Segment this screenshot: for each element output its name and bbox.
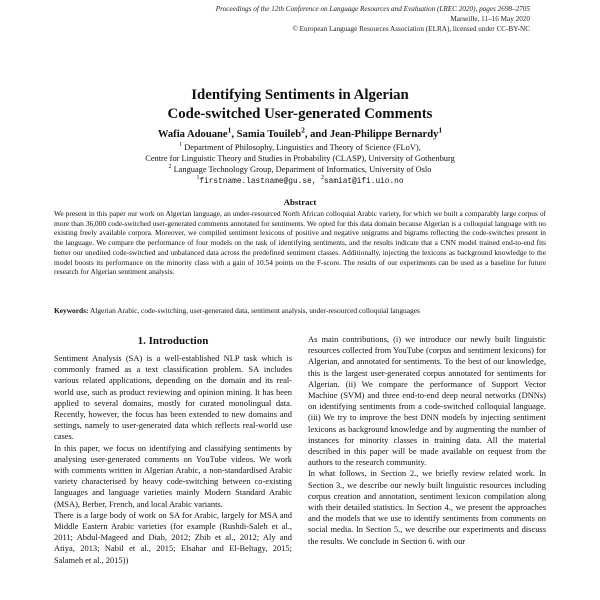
paragraph: There is a large body of work on SA for Arabic, largely for MSA and Middle Eastern Arabic varieties (for example (Rushdi-Saleh et al., 2011; Abdul-Mageed and Diab, 2012; Zbib et al., 2012; Aly and Atiya, 2013; Nabil et al., 2015; Elsahar and El-Beltagy, 2015; Salameh et al., 2015)) — [54, 509, 292, 565]
author-name: Wafia Adouane — [157, 129, 228, 140]
affiliation-line: Centre for Linguistic Theory and Studies in Probability (CLASP), University of Gothenburg — [145, 154, 455, 163]
left-column — [54, 353, 292, 566]
paragraph: As main contributions, (i) we introduce our newly built linguistic resources collected from YouTube (corpus and sentiment lexicons) for Algerian, and annotated for sentiments. To the best of our knowledge, this is the largest user-generated corpus annotated for sentiments for Algerian. (ii) We compare the performance of Support Vector Machine (SVM) and three end-to-end deep neural networks (DNNs) on identifying sentiments from a code-switched colloquial language. (iii) We try to improve the best DNN models by injecting sentiment lexicons as background knowledge and by augmenting the number of instances for minority classes in training data. All the material described in this paper will be made available on request from the authors to the research community. — [308, 334, 546, 468]
affil-sup: 2 — [321, 175, 324, 182]
author-list — [0, 125, 600, 140]
paragraph: In what follows, in Section 2., we briefly review related work. In Section 3., we describe our newly built linguistic resources including corpus creation and annotation, sentiment lexicon compilation along with their detailed statistics. In Section 4., we present the approaches and the models that we use to identify sentiments from comments on social media. In Section 5., we describe our experiments and discuss the results. We conclude in Section 6. with our — [308, 468, 546, 546]
email-address[interactable]: firstname.lastname@gu.se — [199, 178, 312, 186]
paper-title — [0, 86, 600, 124]
right-column — [308, 334, 546, 547]
affiliations — [0, 142, 600, 188]
keywords-text: Algerian Arabic, code-switching, user-generated data, sentiment analysis, under-resourced colloquial languages — [89, 306, 420, 315]
title-line-1: Identifying Sentiments in Algerian — [191, 87, 409, 103]
section-heading-introduction: 1. Introduction — [137, 335, 209, 347]
license-notice: © European Language Resources Association (ELRA), licensed under CC-BY-NC — [292, 25, 530, 33]
author-separator: , — [231, 129, 237, 140]
paragraph: Sentiment Analysis (SA) is a well-established NLP task which is commonly framed as a text classification problem. SA includes various related applications, depending on the domain and its real-world use, such as product reviewing and opinion mining. It has been applied to several domains, mostly for curated monolingual data. Recently, however, the focus has been extended to new domains and settings, namely to user-generated data which reflects real-world use cases. — [54, 353, 292, 442]
keywords — [54, 306, 546, 315]
author-name: Jean-Philippe Bernardy — [329, 129, 439, 140]
affil-sup: 1 — [179, 142, 183, 149]
affil-sup: 1 — [196, 175, 200, 182]
affiliation-line — [0, 164, 600, 175]
proceedings-location: Marseille, 11–16 May 2020 — [450, 15, 530, 23]
author-separator: , and — [304, 129, 330, 140]
author-affil-sup: 2 — [301, 125, 305, 135]
author-name: Samia Touileb — [236, 129, 302, 140]
paragraph: In this paper, we focus on identifying and classifying sentiments by analysing user-generated comments on YouTube videos. We work with comments written in Algerian Arabic, a non-standardised Arabic variety characterised by heavy code-switching between co-existing languages and language varieties mainly Modern Standard Arabic (MSA), Berber, French, and local Arabic variants. — [54, 442, 292, 509]
email-line: $^1$firstname.lastname@gu.se, $^2$samiat@ifi.uio.no — [196, 175, 404, 186]
keywords-label: Keywords: — [54, 306, 89, 315]
affil-text: Department of Philosophy, Linguistics and Theory of Science (FLoV), — [184, 143, 421, 152]
affil-text: Language Technology Group, Department of Informatics, University of Oslo — [173, 165, 432, 174]
affiliation-line — [0, 142, 600, 153]
abstract-text: We present in this paper our work on Algerian language, an under-resourced North African colloquial Arabic variety, for which we built a comparably large corpus of more than 36,000 code-switched user-generated comments annotated for sentiments. We opted for this data domain because Algerian is a colloquial language with no existing freely available corpora. Moreover, we compiled sentiment lexicons of positive and negative unigrams and bigrams reflecting the code-switches present in the language. We compare the performance of four models on the task of identifying sentiments, and the results indicate that a CNN model trained end-to-end fits better our unedited code-switched and unbalanced data across the predefined sentiment classes. Additionally, injecting the lexicons as background knowledge to the model boosts its performance on the minority class with a gain of 10.54 points on the F-score. The results of our experiments can be used as a baseline for future research for Algerian sentiment analysis. — [54, 209, 546, 277]
author-affil-sup: 1 — [227, 125, 232, 135]
author-affil-sup: 1 — [438, 125, 443, 135]
abstract-heading: Abstract — [283, 197, 317, 207]
title-line-2: Code-switched User-generated Comments — [167, 106, 433, 122]
email-address[interactable]: samiat@ifi.uio.no — [323, 178, 404, 186]
proceedings-header — [216, 4, 530, 34]
affil-sup: 2 — [168, 164, 172, 171]
proceedings-venue: Proceedings of the 12th Conference on Language Resources and Evaluation (LREC 2020), pages 2698–2705 — [215, 5, 530, 13]
